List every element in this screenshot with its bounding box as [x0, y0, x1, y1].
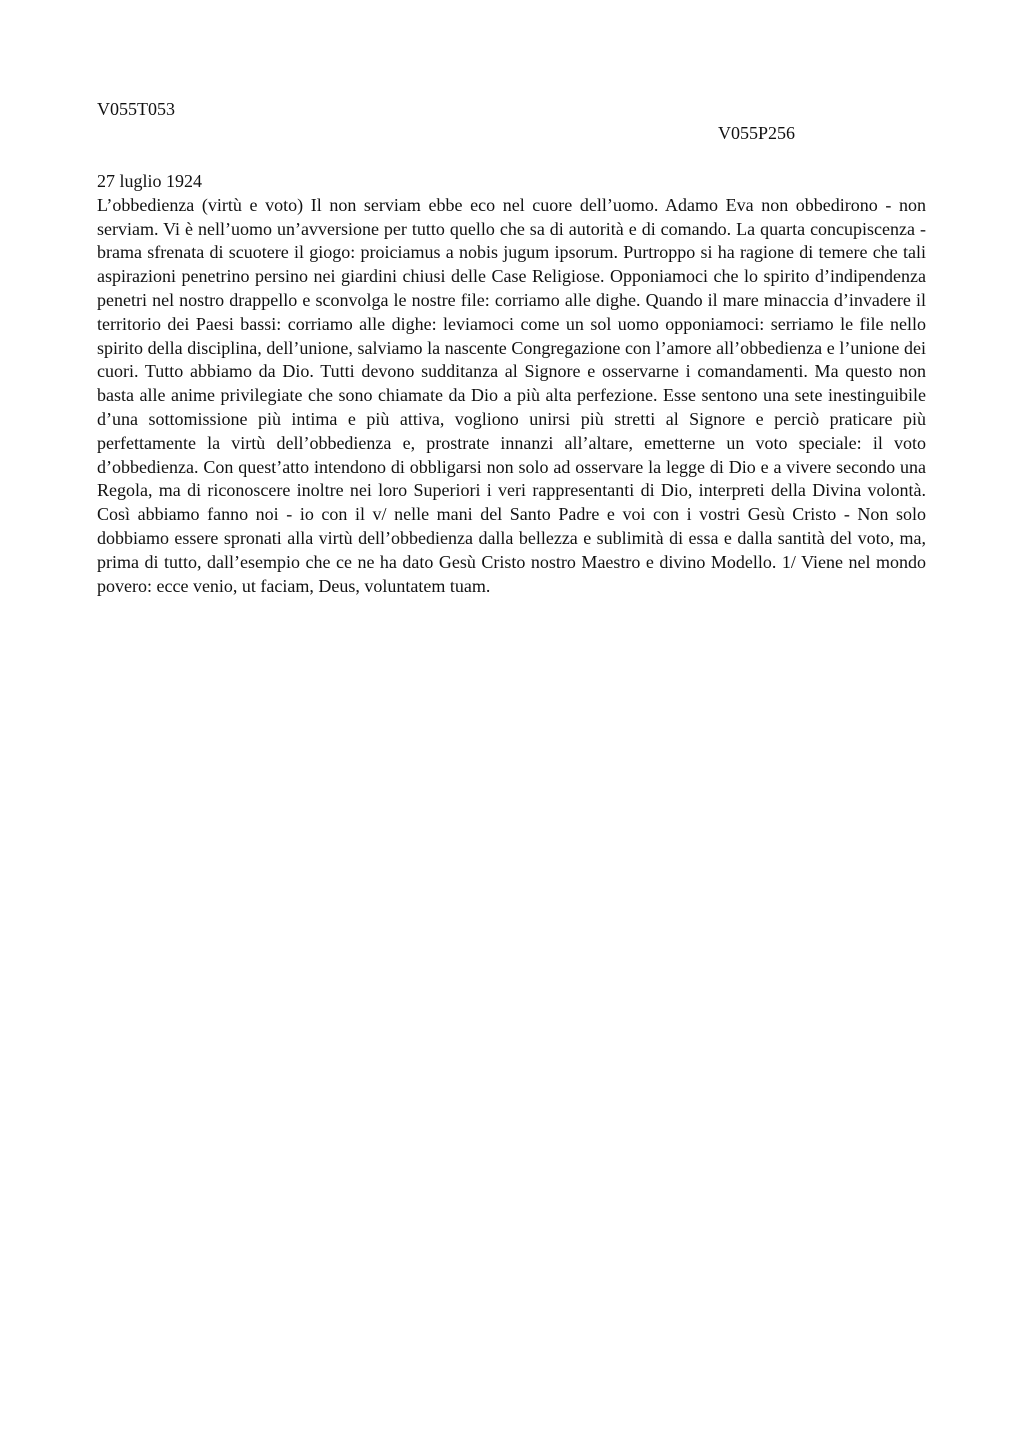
page-id: V055P256 [717, 123, 795, 143]
document-date: 27 luglio 1924 [97, 171, 203, 191]
spacer [97, 146, 926, 170]
document-page [97, 98, 926, 598]
document-id: V055T053 [97, 99, 175, 119]
body-text: L’obbedienza (virtù e voto) Il non serviam ebbe eco nel cuore dell’uomo. Adamo Eva non obbedirono - non serviam. Vi è nell’uomo un’avversione per tutto quello che sa di autorità e di comando. La quarta concupiscenza - brama sfrenata di scuotere il giogo: proiciamus a nobis jugum ipsorum. Purtroppo si ha ragione di temere che tali aspirazioni penetrino persino nei giardini chiusi delle Case Religiose. Opponiamoci che lo spirito d’indipendenza penetri nel nostro drappello e sconvolga le nostre file: corriamo alle dighe. Quando il mare minaccia d’invadere il territorio dei Paesi bassi: corriamo alle dighe: leviamoci come un sol uomo opponiamoci: serriamo le file nello spirito della disciplina, dell’unione, salviamo la nascente Congregazione con l’amore all’obbedienza e l’unione dei cuori. Tutto abbiamo da Dio. Tutti devono sudditanza al Signore e osservarne i comandamenti. Ma questo non basta alle anime privilegiate che sono chiamate da Dio a più alta perfezione. Esse sentono una sete inestinguibile d’una sottomissione più intima e più attiva, vogliono unirsi più stretti al Signore e perciò praticare più perfettamente la virtù dell’obbedienza e, prostrate innanzi all’altare, emetterne un voto speciale: il voto d’obbedienza. Con quest’atto intendono di obbligarsi non solo ad osservare la legge di Dio e a vivere secondo una Regola, ma di riconoscere inoltre nei loro Superiori i veri rappresentanti di Dio, interpreti della Divina volontà. Così abbiamo fanno noi - io con il v/ nelle mani del Santo Padre e voi con i vostri Gesù Cristo - Non solo dobbiamo essere spronati alla virtù dell’obbedienza dalla bellezza e sublimità di essa e dalla santità del voto, ma, prima di tutto, dall’esempio che ce ne ha dato Gesù Cristo nostro Maestro e divino Modello. 1/ Viene nel mondo povero: ecce venio, ut faciam, Deus, voluntatem tuam. [97, 194, 926, 596]
